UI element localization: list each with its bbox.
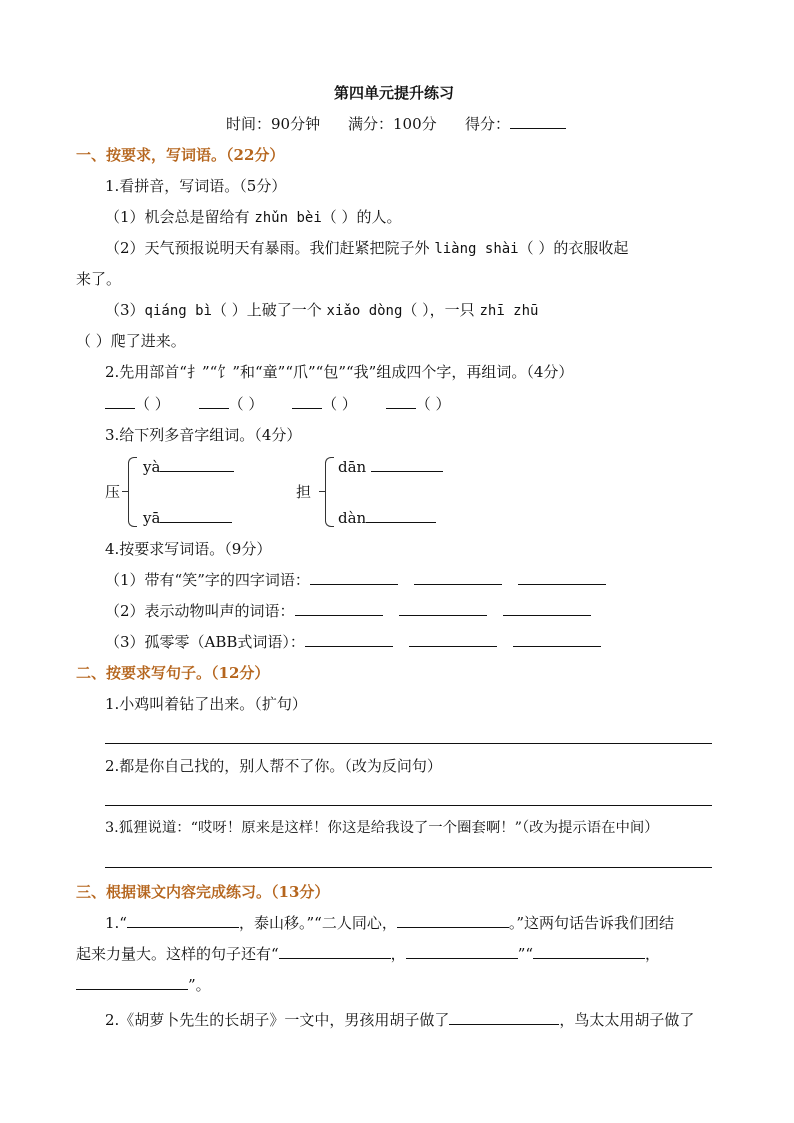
word-blank[interactable] <box>414 584 502 585</box>
q3-stem: 3.给下列多音字组词。（4分） <box>105 426 302 444</box>
answer-paren[interactable]: （ ）的衣服收起 <box>518 239 629 257</box>
word-blank[interactable] <box>310 584 398 585</box>
q1-2: （2）天气预报说明天有暴雨。我们赶紧把院子外 liàng shài（ ）的衣服收起 <box>105 239 629 257</box>
brace-tip <box>319 491 325 492</box>
page-title: 第四单元提升练习 <box>334 84 455 102</box>
word-paren[interactable]: （ ） <box>135 395 170 413</box>
word-blank[interactable] <box>366 522 436 523</box>
phrase-blank[interactable] <box>533 958 645 959</box>
char-blank[interactable] <box>199 408 229 409</box>
word-blank[interactable] <box>503 615 591 616</box>
brace <box>128 457 137 527</box>
q4-3: （3）孤零零（ABB式词语）： <box>105 632 601 652</box>
polyphone-ya: 压 <box>105 483 121 501</box>
q4-stem: 4.按要求写词语。（9分） <box>105 540 272 558</box>
word-blank[interactable] <box>518 584 606 585</box>
section-2-heading: 二、按要求写句子。（12分） <box>76 664 270 682</box>
time-label: 时间：90分钟 <box>226 115 321 133</box>
answer-paren[interactable]: （ ）的人。 <box>321 208 402 226</box>
answer-paren[interactable]: （ ）上破了一个 <box>211 301 322 319</box>
s2-q1: 1.小鸡叫着钻了出来。（扩句） <box>105 695 307 713</box>
word-paren[interactable]: （ ） <box>415 395 451 413</box>
char-blank[interactable] <box>292 408 322 409</box>
reading-3: dān <box>338 457 443 477</box>
reading-1: yà <box>143 457 234 477</box>
phrase-blank[interactable] <box>76 989 188 990</box>
q1-2-cont: 来了。 <box>76 270 122 288</box>
s2-q2: 2.都是你自己找的，别人帮不了你。（改为反问句） <box>105 757 442 775</box>
word-blank[interactable] <box>160 471 234 472</box>
q2-stem: 2.先用部首“扌”“饣”和“童”“爪”“包”“我”组成四个字，再组词。（4分） <box>105 363 574 381</box>
word-blank[interactable] <box>295 615 383 616</box>
polyphone-dan: 担 <box>296 483 312 501</box>
word-blank[interactable] <box>409 646 497 647</box>
reading-2: yā <box>143 508 232 528</box>
phrase-blank[interactable] <box>449 1024 559 1025</box>
phrase-blank[interactable] <box>406 958 518 959</box>
full-score-label: 满分：100分 <box>348 115 437 133</box>
reading-4: dàn <box>338 508 436 528</box>
q1-stem: 1.看拼音，写词语。（5分） <box>105 177 287 195</box>
s3-q2: 2.《胡萝卜先生的长胡子》一文中，男孩用胡子做了 ，鸟太太用胡子做了 <box>105 1011 695 1029</box>
char-blank[interactable] <box>386 408 416 409</box>
q1-3: （3）qiáng bì（ ）上破了一个 xiǎo dòng（ ），一只 zhī zhū <box>105 301 539 319</box>
q2-answers <box>105 394 450 414</box>
q1-3-cont: （ ）爬了进来。 <box>76 332 186 350</box>
answer-line[interactable] <box>105 867 712 868</box>
answer-line[interactable] <box>105 743 712 744</box>
s3-q1-line2: 起来力量大。这样的句子还有“ ， ”“ ， <box>76 945 661 963</box>
brace-tip <box>122 491 128 492</box>
score-blank[interactable] <box>510 128 566 129</box>
word-paren[interactable]: （ ） <box>228 395 264 413</box>
q4-2: （2）表示动物叫声的词语： <box>105 601 591 621</box>
answer-paren[interactable]: （ ），一只 <box>402 301 475 319</box>
s3-q1-line1: 1.“ ，泰山移。”“二人同心， 。”这两句话告诉我们团结 <box>105 914 674 932</box>
q1-1: （1）机会总是留给有 zhǔn bèi（ ）的人。 <box>105 208 402 226</box>
score-label: 得分： <box>465 114 566 134</box>
phrase-blank[interactable] <box>127 927 239 928</box>
s3-q1-line3: ”。 <box>76 975 211 995</box>
brace <box>325 457 334 527</box>
q4-1: （1）带有“笑”字的四字词语： <box>105 570 606 590</box>
word-blank[interactable] <box>371 471 443 472</box>
word-blank[interactable] <box>513 646 601 647</box>
section-3-heading: 三、根据课文内容完成练习。（13分） <box>76 883 330 901</box>
word-paren[interactable]: （ ） <box>322 395 357 413</box>
section-1-heading: 一、按要求，写词语。（22分） <box>76 146 285 164</box>
char-blank[interactable] <box>105 408 135 409</box>
word-blank[interactable] <box>399 615 487 616</box>
phrase-blank[interactable] <box>397 927 509 928</box>
phrase-blank[interactable] <box>279 958 391 959</box>
word-blank[interactable] <box>305 646 393 647</box>
answer-line[interactable] <box>105 805 712 806</box>
word-blank[interactable] <box>160 522 232 523</box>
s2-q3: 3.狐狸说道：“哎呀！原来是这样！你这是给我设了一个圈套啊！”（改为提示语在中间） <box>105 820 659 836</box>
